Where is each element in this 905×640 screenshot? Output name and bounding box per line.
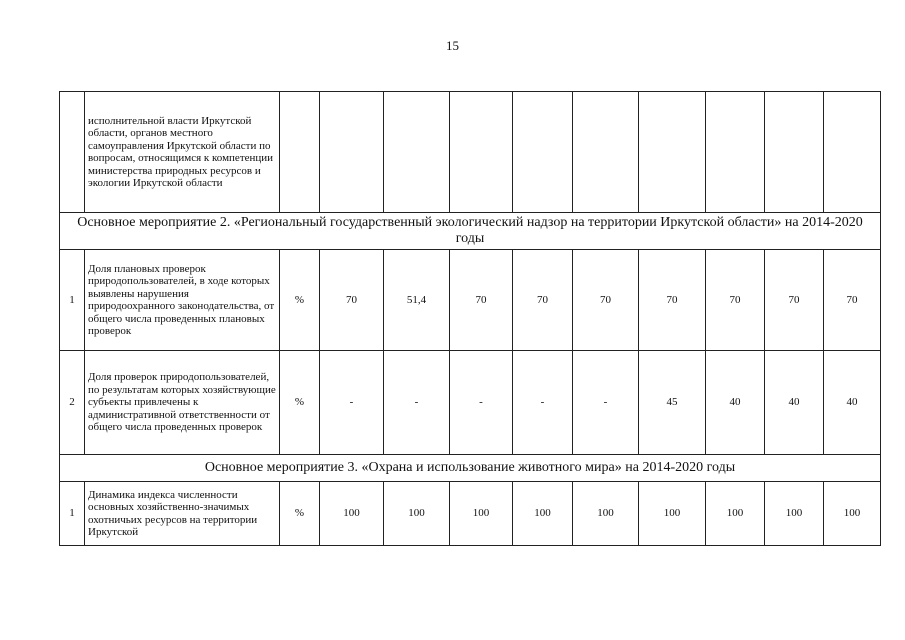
section-heading-row xyxy=(60,455,881,482)
value-cell: 100 xyxy=(320,482,384,546)
value-cell: 100 xyxy=(450,482,513,546)
value-cell: 40 xyxy=(824,351,881,455)
section-heading: Основное мероприятие 2. «Региональный государственный экологический надзор на территории Иркутской области» на 2014-2020 годы xyxy=(60,213,881,250)
value-cell xyxy=(824,92,881,213)
value-cell: 70 xyxy=(706,250,765,351)
indicator-name: Динамика индекса численности основных хозяйственно-значимых охотничьих ресурсов на территории Иркутской xyxy=(85,482,280,546)
value-cell: 70 xyxy=(824,250,881,351)
value-cell xyxy=(765,92,824,213)
row-number xyxy=(60,92,85,213)
indicators-table xyxy=(59,91,881,546)
value-cell: - xyxy=(384,351,450,455)
value-cell: 40 xyxy=(765,351,824,455)
unit-cell xyxy=(280,92,320,213)
indicator-name: Доля проверок природопользователей, по результатам которых хозяйствующие субъекты привлечены к административной ответственности от общего числа проведенных проверок xyxy=(85,351,280,455)
value-cell xyxy=(513,92,573,213)
section-heading: Основное мероприятие 3. «Охрана и использование животного мира» на 2014-2020 годы xyxy=(60,455,881,482)
value-cell: 70 xyxy=(639,250,706,351)
unit-cell: % xyxy=(280,250,320,351)
row-number: 1 xyxy=(60,482,85,546)
value-cell: - xyxy=(513,351,573,455)
value-cell: - xyxy=(573,351,639,455)
value-cell: 51,4 xyxy=(384,250,450,351)
page-number: 15 xyxy=(446,38,459,53)
value-cell xyxy=(573,92,639,213)
value-cell: 100 xyxy=(573,482,639,546)
row-number: 2 xyxy=(60,351,85,455)
table-row xyxy=(60,482,881,546)
value-cell xyxy=(320,92,384,213)
section-heading-row xyxy=(60,213,881,250)
value-cell: 100 xyxy=(384,482,450,546)
unit-cell: % xyxy=(280,482,320,546)
value-cell: - xyxy=(450,351,513,455)
indicator-name: Доля плановых проверок природопользователей, в ходе которых выявлены нарушения природоохранного законодательства, от общего числа проведенных плановых проверок xyxy=(85,250,280,351)
value-cell: 100 xyxy=(824,482,881,546)
value-cell xyxy=(450,92,513,213)
value-cell: 70 xyxy=(573,250,639,351)
value-cell: 100 xyxy=(513,482,573,546)
value-cell: - xyxy=(320,351,384,455)
value-cell: 40 xyxy=(706,351,765,455)
value-cell xyxy=(706,92,765,213)
value-cell: 70 xyxy=(765,250,824,351)
value-cell: 100 xyxy=(639,482,706,546)
value-cell: 70 xyxy=(320,250,384,351)
value-cell: 100 xyxy=(765,482,824,546)
value-cell xyxy=(639,92,706,213)
unit-cell: % xyxy=(280,351,320,455)
value-cell: 100 xyxy=(706,482,765,546)
value-cell: 70 xyxy=(450,250,513,351)
indicator-name: исполнительной власти Иркутской области, органов местного самоуправления Иркутской области по вопросам, относящимся к компетенции министерства природных ресурсов и экологии Иркутской области xyxy=(85,92,280,213)
value-cell xyxy=(384,92,450,213)
table-row xyxy=(60,250,881,351)
value-cell: 45 xyxy=(639,351,706,455)
table-row xyxy=(60,351,881,455)
table-row xyxy=(60,92,881,213)
value-cell: 70 xyxy=(513,250,573,351)
row-number: 1 xyxy=(60,250,85,351)
